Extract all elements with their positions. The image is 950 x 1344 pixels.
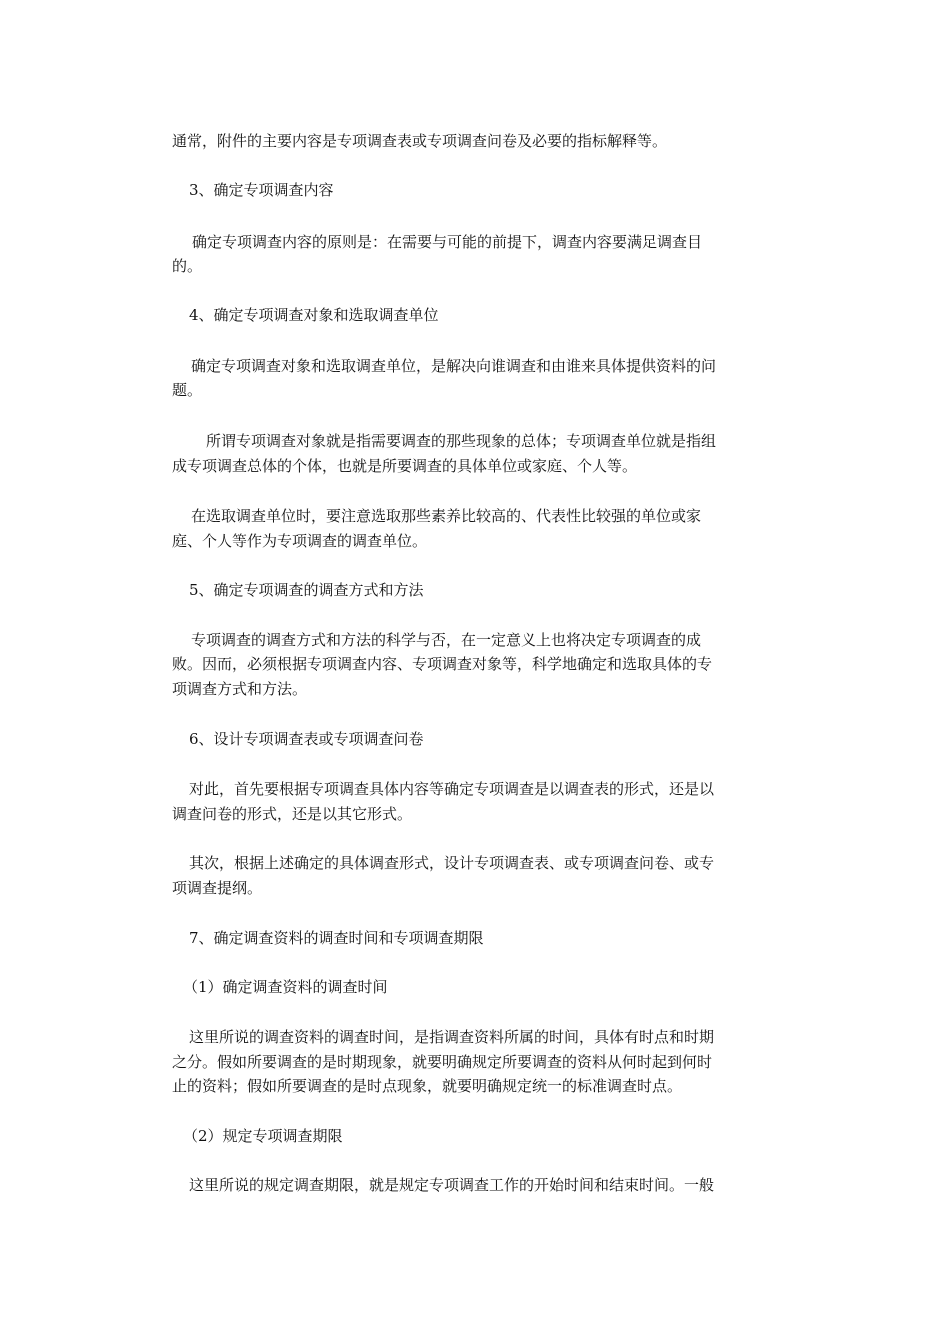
subsection-heading: （1）确定调查资料的调查时间 — [183, 978, 388, 996]
body-text-line: 的。 — [172, 257, 203, 275]
body-text-line: 这里所说的规定调查期限，就是规定专项调查工作的开始时间和结束时间。一般 — [189, 1176, 715, 1194]
section-heading: 4、确定专项调查对象和选取调查单位 — [189, 306, 439, 324]
body-text-line: 所谓专项调查对象就是指需要调查的那些现象的总体；专项调查单位就是指组 — [206, 432, 717, 450]
body-text-line: 确定专项调查内容的原则是：在需要与可能的前提下，调查内容要满足调查目 — [192, 233, 703, 251]
body-text-line: 败。因而，必须根据专项调查内容、专项调查对象等，科学地确定和选取具体的专 — [172, 655, 713, 673]
body-text-line: 之分。假如所要调查的是时期现象，就要明确规定所要调查的资料从何时起到何时 — [172, 1053, 713, 1071]
section-heading: 5、确定专项调查的调查方式和方法 — [189, 581, 424, 599]
body-text-line: 专项调查的调查方式和方法的科学与否，在一定意义上也将决定专项调查的成 — [191, 631, 702, 649]
body-text-line: 其次，根据上述确定的具体调查形式，设计专项调查表、或专项调查问卷、或专 — [189, 854, 715, 872]
body-text-line: 确定专项调查对象和选取调查单位，是解决向谁调查和由谁来具体提供资料的问 — [191, 357, 717, 375]
section-heading: 7、确定调查资料的调查时间和专项调查期限 — [189, 929, 484, 947]
body-text-line: 通常，附件的主要内容是专项调查表或专项调查问卷及必要的指标解释等。 — [172, 132, 668, 150]
body-text-line: 这里所说的调查资料的调查时间，是指调查资料所属的时间，具体有时点和时期 — [189, 1028, 715, 1046]
body-text-line: 对此，首先要根据专项调查具体内容等确定专项调查是以调查表的形式，还是以 — [189, 780, 715, 798]
subsection-heading: （2）规定专项调查期限 — [183, 1127, 343, 1145]
body-text-line: 止的资料；假如所要调查的是时点现象，就要明确规定统一的标准调查时点。 — [172, 1077, 683, 1095]
section-heading: 3、确定专项调查内容 — [189, 181, 334, 199]
body-text-line: 庭、个人等作为专项调查的调查单位。 — [172, 532, 428, 550]
body-text-line: 调查问卷的形式，还是以其它形式。 — [172, 805, 413, 823]
body-text-line: 项调查提纲。 — [172, 879, 263, 897]
body-text-line: 题。 — [172, 381, 203, 399]
body-text-line: 成专项调查总体的个体，也就是所要调查的具体单位或家庭、个人等。 — [172, 457, 638, 475]
body-text-line: 在选取调查单位时，要注意选取那些素养比较高的、代表性比较强的单位或家 — [191, 507, 702, 525]
body-text-line: 项调查方式和方法。 — [172, 680, 308, 698]
section-heading: 6、设计专项调查表或专项调查问卷 — [189, 730, 424, 748]
